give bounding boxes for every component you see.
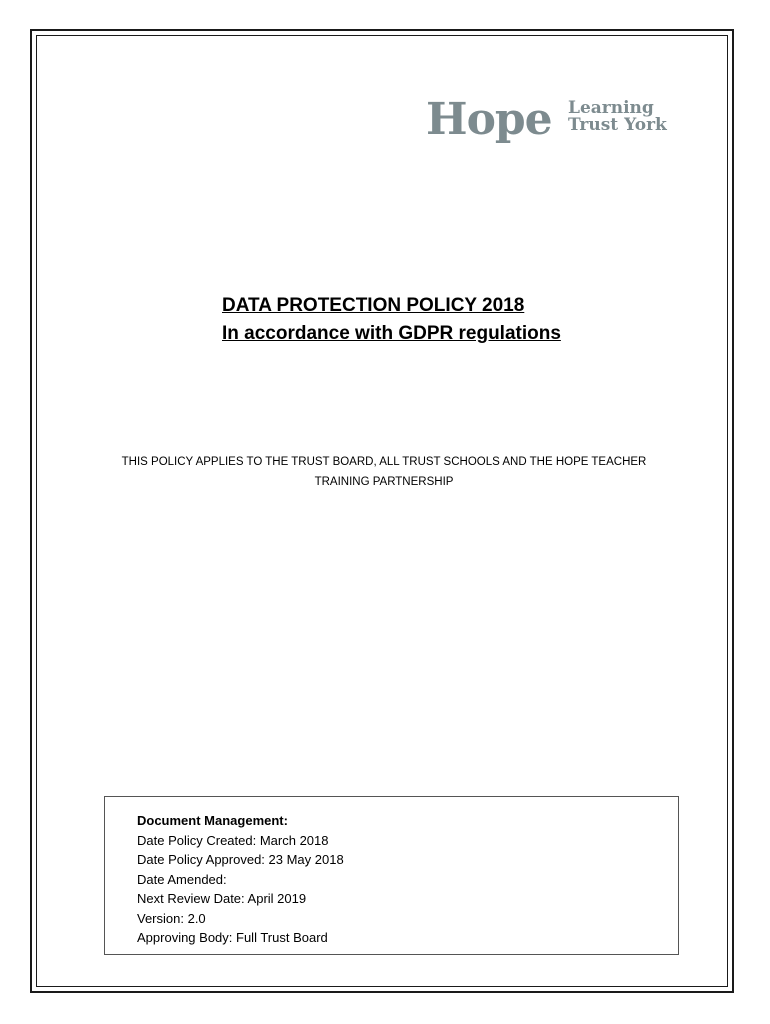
- document-management-box: [104, 796, 679, 955]
- version: Version: 2.0: [137, 910, 206, 926]
- logo-line-2: Trust York: [568, 115, 667, 135]
- title-line-1: DATA PROTECTION POLICY 2018: [222, 295, 525, 316]
- policy-applies-statement: [80, 452, 688, 492]
- document-title: [222, 292, 642, 348]
- applies-line-2: TRAINING PARTNERSHIP: [314, 476, 454, 488]
- approving-body: Approving Body: Full Trust Board: [137, 930, 328, 945]
- applies-line-1: THIS POLICY APPLIES TO THE TRUST BOARD, ALL TRUST SCHOOLS AND THE HOPE TEACHER: [121, 456, 647, 468]
- title-line-2: In accordance with GDPR regulations: [222, 323, 561, 344]
- logo-line-1: Learning: [568, 98, 654, 118]
- hope-learning-trust-logo: [426, 96, 686, 152]
- next-review-date: Next Review Date: April 2019: [137, 891, 307, 906]
- document-management-heading: Document Management:: [137, 813, 288, 828]
- date-amended: Date Amended:: [137, 871, 227, 887]
- date-created: Date Policy Created: March 2018: [137, 832, 329, 848]
- logo-wordmark: Hope: [426, 94, 552, 145]
- logo-subtitle: [568, 100, 667, 134]
- date-approved: Date Policy Approved: 23 May 2018: [137, 852, 344, 867]
